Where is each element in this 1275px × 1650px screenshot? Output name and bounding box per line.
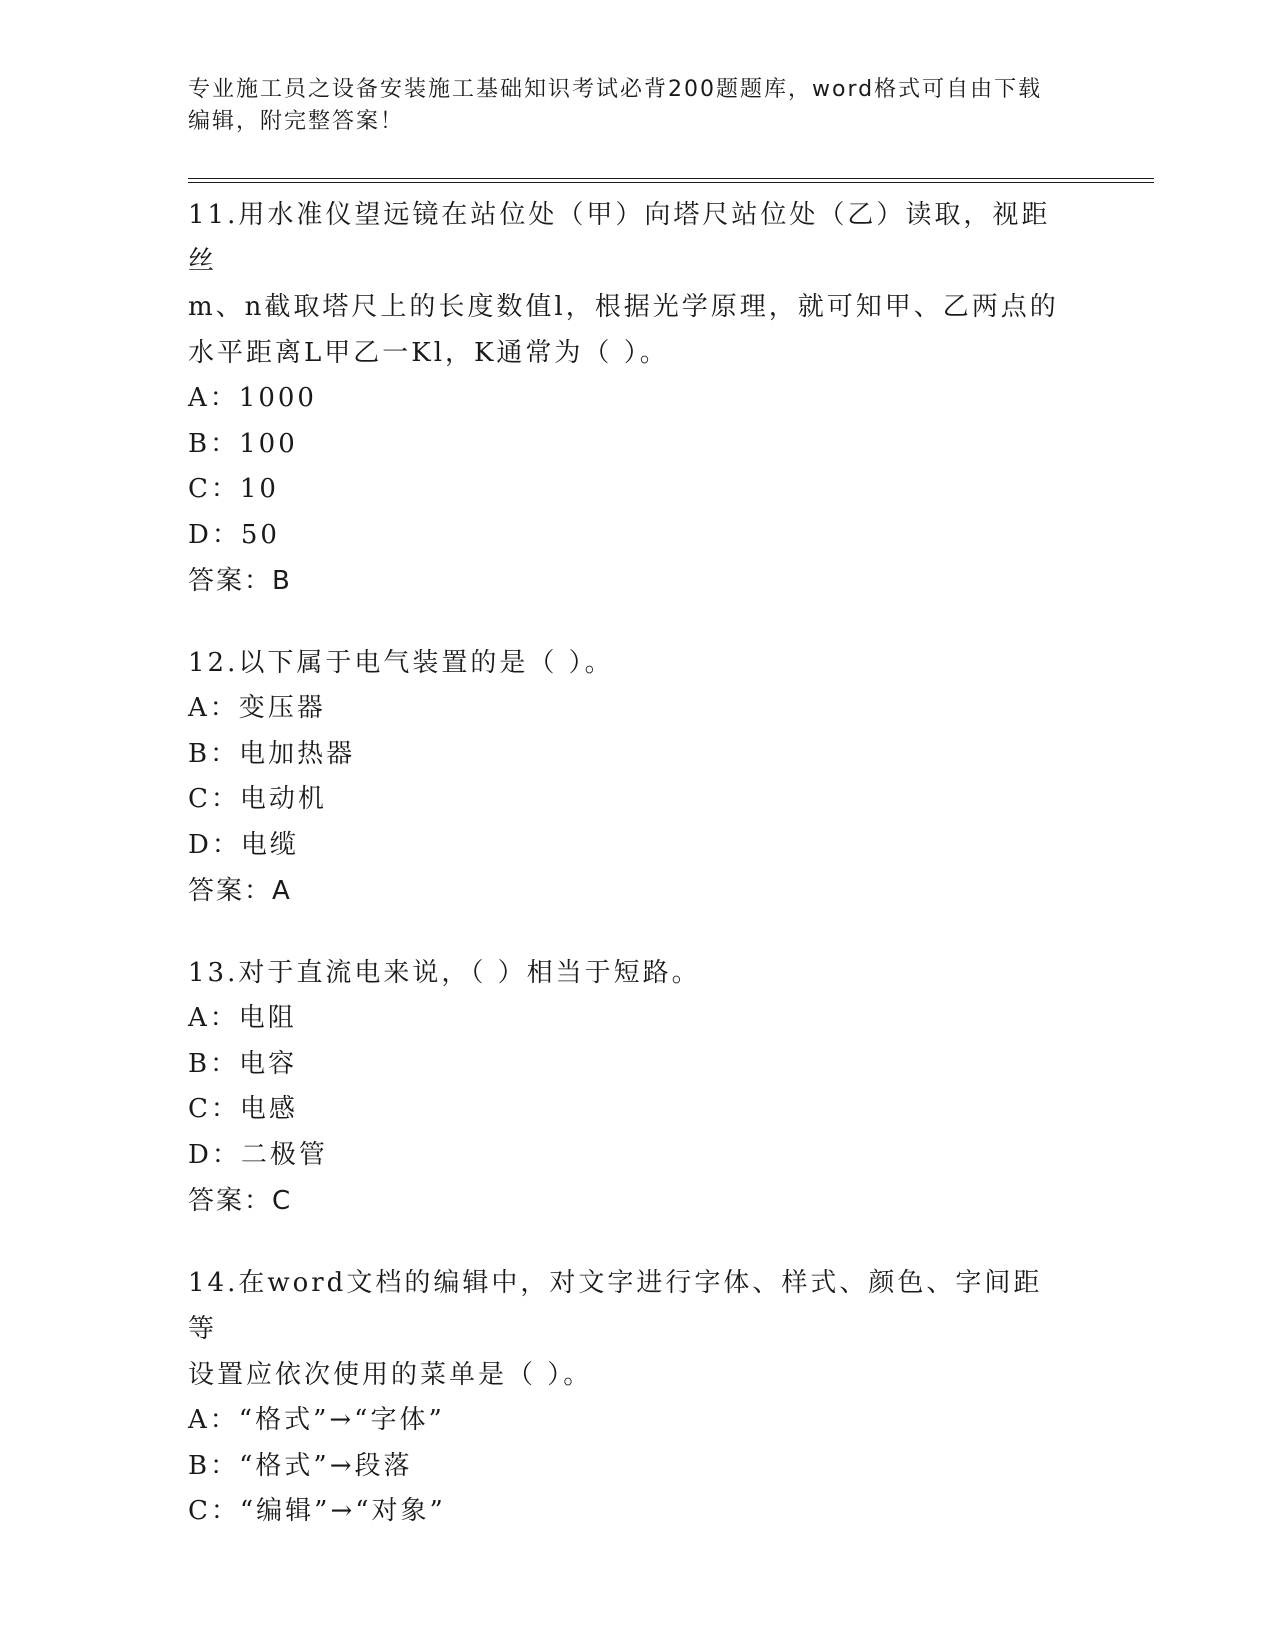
question-line: 13.对于直流电来说，（ ）相当于短路。 [188,958,701,988]
question-12 [188,640,1068,914]
option-c: C：“编辑”→“对象” [188,1496,446,1526]
document-header [188,74,1088,138]
question-text [188,640,1068,686]
option-d: D：50 [188,519,280,550]
question-line: m、n截取塔尺上的长度数值l，根据光学原理，就可知甲、乙两点的 [188,292,1059,322]
option-d: D：二极管 [188,1139,328,1170]
question-line: 14.在word文档的编辑中，对文字进行字体、样式、颜色、字间距等 [188,1268,1043,1344]
option-b: B：电容 [188,1048,298,1079]
answer: 答案：A [188,876,292,906]
header-divider [188,178,1154,183]
option-a: A：变压器 [188,693,326,723]
question-line: 设置应依次使用的菜单是（ ）。 [188,1360,593,1390]
question-line: 11.用水准仪望远镜在站位处（甲）向塔尺站位处（乙）读取，视距丝 [188,200,1051,276]
option-d: D：电缆 [188,829,299,860]
option-c: C：10 [188,474,279,504]
question-text [188,1260,1068,1398]
answer: 答案：C [188,1186,293,1216]
option-a: A：电阻 [188,1003,297,1033]
option-a: A：1000 [188,383,317,413]
option-c: C：电感 [188,1094,298,1124]
option-a: A：“格式”→“字体” [188,1405,445,1435]
answer: 答案：B [188,566,292,596]
header-line-2: 编辑，附完整答案！ [188,109,405,134]
question-list [188,192,1068,1571]
question-text [188,192,1068,376]
option-b: B：“格式”→段落 [188,1450,413,1481]
question-text [188,950,1068,996]
option-c: C：电动机 [188,784,327,814]
question-14 [188,1260,1068,1535]
question-line: 12.以下属于电气装置的是（ ）。 [188,648,614,678]
option-b: B：电加热器 [188,738,356,769]
question-line: 水平距离L甲乙一Kl，K通常为（ ）。 [188,338,669,368]
option-b: B：100 [188,428,298,459]
header-line-1: 专业施工员之设备安装施工基础知识考试必背200题题库，word格式可自由下载 [188,77,1043,102]
question-13 [188,950,1068,1224]
question-11 [188,192,1068,604]
